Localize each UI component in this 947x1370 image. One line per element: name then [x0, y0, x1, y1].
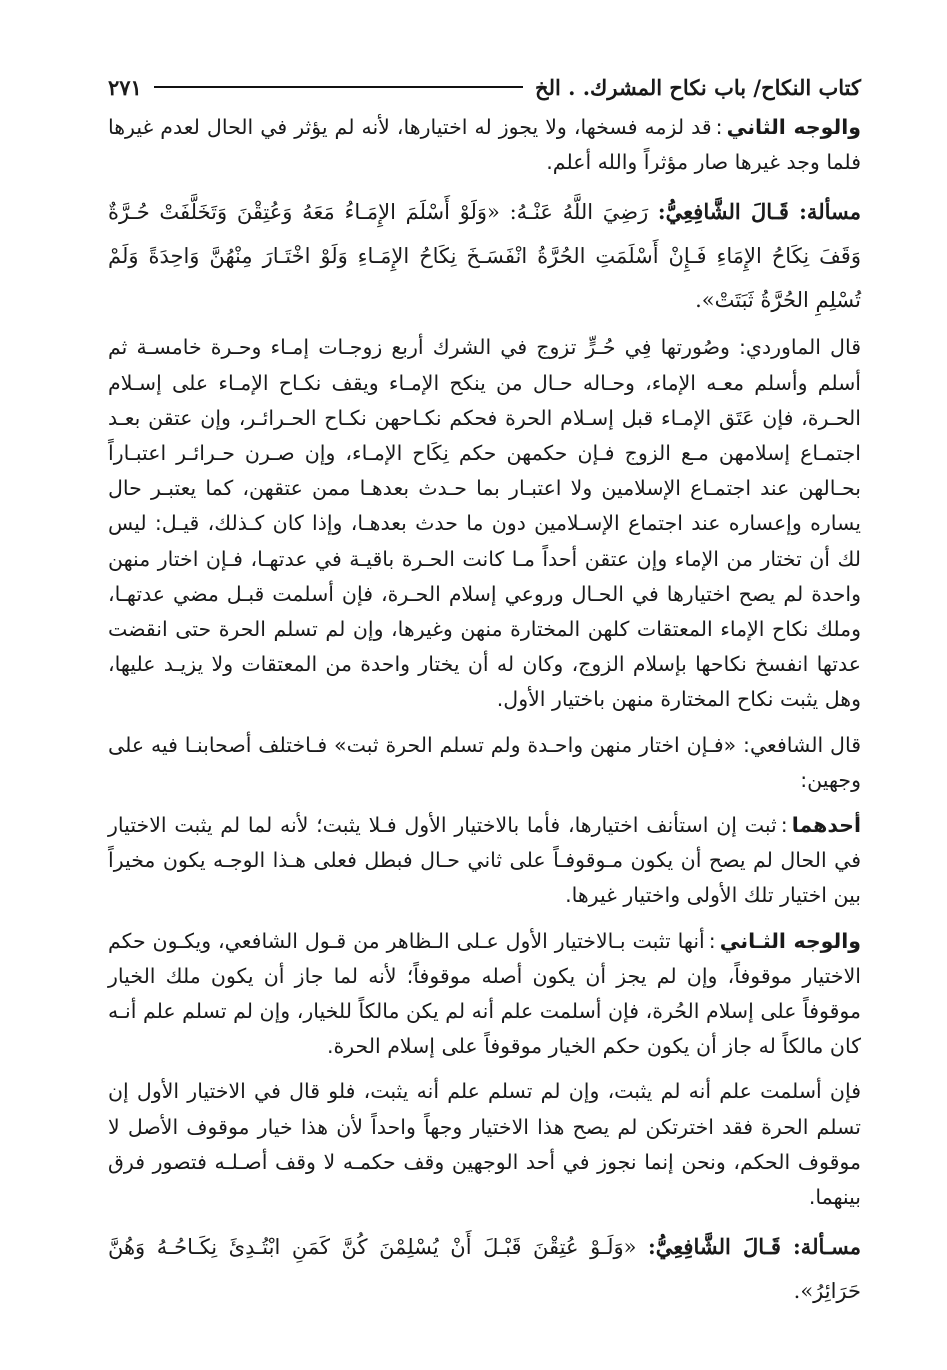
running-header	[108, 70, 861, 104]
paragraph-5	[108, 808, 861, 914]
paragraph-lead: والوجه الثاني	[726, 115, 862, 139]
paragraph-text: قد لزمه فسخها، ولا يجوز له اختيارها، لأنه لم يؤثر في الحال لعدم غيرها فلما وجد غيرها صار مؤثراً والله أعلم.	[108, 115, 861, 175]
paragraph-separator: :	[715, 115, 723, 139]
paragraph-text: قال الماوردي: وصُورتها فِي حُـرٍّ تزوج في الشرك أربع زوجـات إمـاء وحـرة خامسـة ثم أسلم وأسلم معـه الإماء، وحـاله حـال من ينكح الإمـاء ويقف نكـاح الإمـاء على إسـلام الحـرة، فإن عَتَق الإمـاء قبل إسـلام الحرة فحكم نكـاحهن نكـاح الحـرائـر، وإن عتقن بعـد اجتمـاع إسلامهن مـع الزوج فـإن حكمهن حكم نِكَاح الإمـاء، وإن صـرن حـرائـر اعتبـاراً بحـالهن عند اجتمـاع الإسلامين ولا اعتبـار بما حـدث بعدهـا ممن عتقهن، كما يعتبـر حال يساره وإعساره عند اجتماع الإسـلامين دون ما حدث بعدهـا، وإذا كان كـذلك، قيـل: ليس لك أن تختار من الإماء وإن عتقن أحداً مـا كانت الحـرة باقيـة في عدتهـا، فـإن اختار منهن واحدة لم يصح اختيارها في الحـال وروعي إسلام الحـرة، فإن أسلمت قبـل مضي عدتهـا، وملك نكاح الإماء المعتقات كلهن المختارة منهن وغيرها، وإن لم تسلم الحرة حتى انقضت عدتها انفسخ نكاحها بإسلام الزوج، وكان له أن يختار واحدة من المعتقات ولا يزيـد عليها، وهل يثبت نكاح المختارة منهن باختيار الأول.	[108, 335, 861, 712]
paragraph-2-masala	[108, 190, 861, 322]
paragraph-text: أنها تثبت بـالاختيار الأول عـلى الـظاهر من قـول الشافعي، ويكـون حكم الاختيار موقوفاً، وإن لم يجز أن يكون أصله موقوفاً؛ لأنه لما جاز أن يكون ملك الخيار موقوفاً على إسلام الحُرة، فإن أسلمت علم أنه لم يكن مالكاً للخيار، وإن لم تسلم علم أنـه كان مالكاً له جاز أن يكون حكم الخيار موقوفاً على إسلام الحرة.	[108, 928, 861, 1059]
chapter-title: كتاب النكاح/ باب نكاح المشرك. . الخ	[535, 74, 861, 100]
paragraph-separator: :	[780, 813, 788, 838]
paragraph-lead: أحدهما	[791, 813, 861, 838]
paragraph-text: «وَلَـوْ عُتِقْنَ قَبْـلَ أَنْ يُسْلِمْنَ كُنَّ كَمَنِ ابْتُـدِئَ نِكَـاحُـهُ وَهُنَّ حَرَائِرُ».	[108, 1235, 861, 1304]
page-body	[108, 110, 861, 1313]
paragraph-text: ثبت إن استأنف اختيارها، فأما بالاختيار الأول فـلا يثبت؛ لأنه لما لم يثبت الاختيار في الحال لم يصح أن يكون مـوقوفـاً على ثاني حـال فبطل فعلى هـذا الوجـه يكون مخيراً بين اختيار تلك الأولى واختيار غيرها.	[108, 813, 861, 908]
paragraph-lead: مسألة: قَـالَ الشَّافِعِيُّ:	[657, 199, 861, 225]
paragraph-7	[108, 1074, 861, 1215]
paragraph-separator: :	[708, 928, 716, 953]
paragraph-lead: مسـألة: قَـالَ الشَّافِعِيُّ:	[648, 1234, 861, 1260]
paragraph-6	[108, 924, 861, 1065]
paragraph-text: فإن أسلمت علم أنه لم يثبت، وإن لم تسلم علم أنه يثبت، فلو قال في الاختيار الأول إن تسلم الحرة فقد اخترتكن لم يصح هذا الاختيار وجهاً واحداً لأن هذا خيار موقوف الأصل لا موقوف الحكم، ونحن إنما نجوز في أحد الوجهين وقف حكمـه لا وقف أصـلـه فتصور فرق بينهما.	[108, 1079, 861, 1210]
page-number: ٢٧١	[108, 74, 142, 100]
paragraph-text: قال الشافعي: «فـإن اختار منهن واحـدة ولم تسلم الحرة ثبت» فـاختلف أصحابنـا فيه على وجهين:	[108, 732, 861, 792]
paragraph-3	[108, 330, 861, 717]
header-rule	[154, 86, 523, 88]
paragraph-lead: والوجه الثـاني	[719, 928, 861, 953]
paragraph-1	[108, 110, 861, 180]
paragraph-text: رَضِيَ اللَّهُ عَنْـهُ: «وَلَوْ أَسْلَمَ الإِمَـاءُ مَعَهُ وَعُتِقْنَ وَتَخَلَّفَتْ حُـرَّةٌ وَقَفَ نِكَاحُ الإِمَاءِ فَـإِنْ أَسْلَمَتِ الحُرَّةُ انْفَسَـخَ نِكَاحُ الإِمَـاءِ وَلَوْ اخْتَـارَ مِنْهُنَّ وَاحِدَةً وَلَمْ تُسْلِمِ الحُرَّةُ ثَبَتَتْ».	[108, 200, 861, 313]
paragraph-4	[108, 728, 861, 798]
paragraph-8-masala	[108, 1225, 861, 1313]
